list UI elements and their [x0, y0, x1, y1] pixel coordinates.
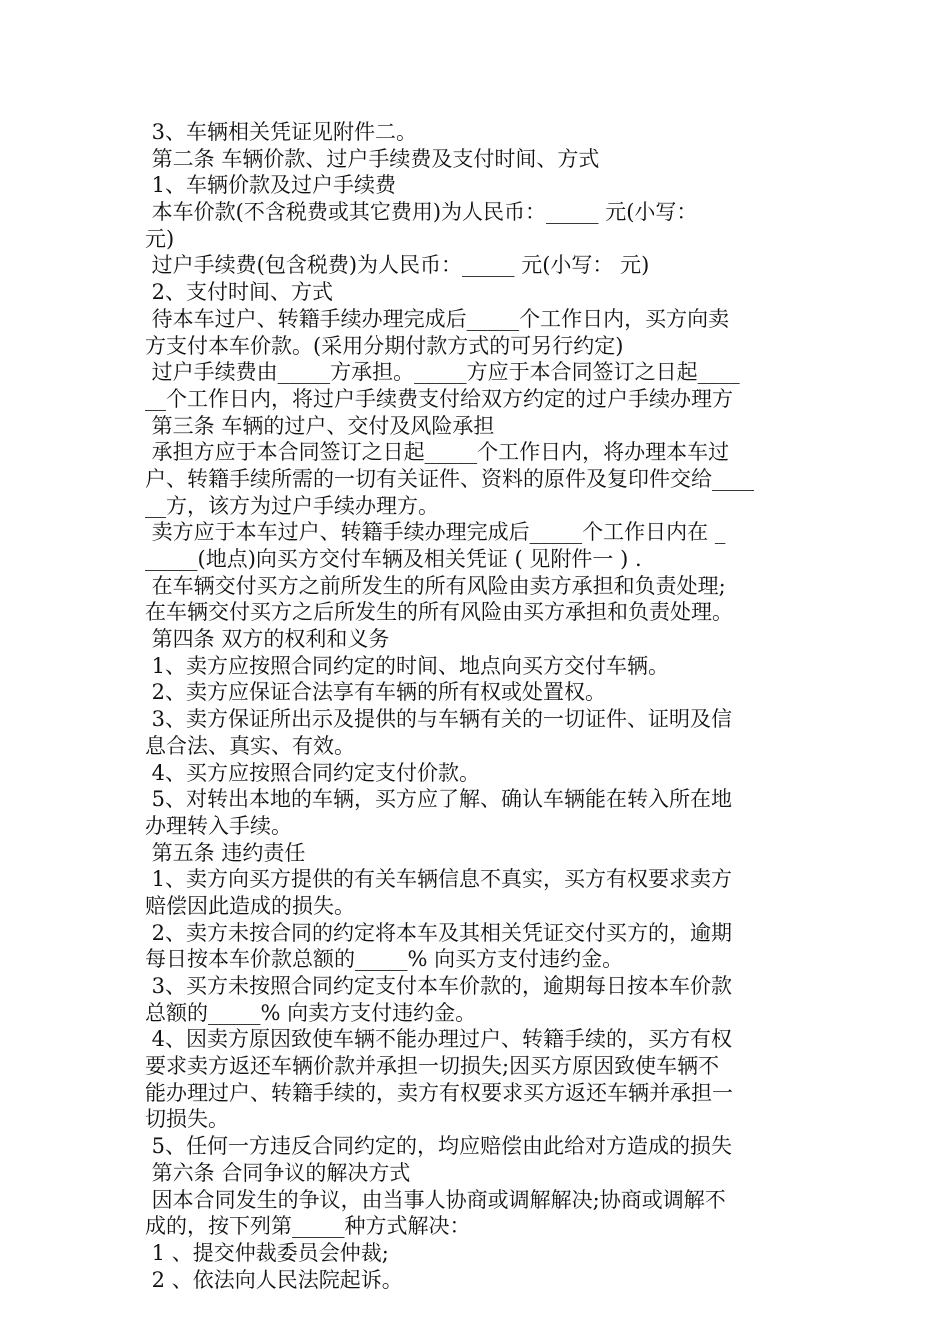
- text-line: 每日按本车价款总额的_____% 向买方支付违约金。: [145, 947, 624, 972]
- text-line: 3、买方未按照合同约定支付本车价款的，逾期每日按本车价款: [145, 974, 733, 998]
- text-line: 5、任何一方违反合同约定的，均应赔偿由此给对方造成的损失: [145, 1134, 733, 1159]
- text-line: 2 、依法向人民法院起诉。: [145, 1267, 403, 1292]
- text-line: 在车辆交付买方之后所发生的所有风险由买方承担和负责处理。: [145, 600, 733, 625]
- text-line: 1、卖方应按照合同约定的时间、地点向买方交付车辆。: [145, 653, 670, 678]
- text-line: 承担方应于本合同签订之日起_____个工作日内，将办理本车过: [145, 440, 730, 465]
- text-line: _____(地点)向买方交付车辆及相关凭证 ( 见附件一 ) .: [145, 547, 642, 571]
- section-heading: 第四条 双方的权利和义务: [145, 627, 390, 652]
- text-line: 总额的_____% 向卖方支付违约金。: [145, 1000, 477, 1025]
- text-line: 1、卖方向买方提供的有关车辆信息不真实，买方有权要求卖方: [145, 867, 733, 892]
- contract-document: [145, 119, 810, 1293]
- text-line: 能办理过户、转籍手续的，卖方有权要求买方返还车辆并承担一: [145, 1080, 733, 1105]
- text-line: 过户手续费由_____方承担。_____方应于本合同签订之日起____: [145, 360, 740, 385]
- text-line: 切损失。: [145, 1107, 229, 1132]
- section-heading: 第三条 车辆的过户、交付及风险承担: [145, 413, 495, 438]
- text-line: 3、车辆相关凭证见附件二。: [145, 120, 418, 144]
- text-line: 方支付本车价款。(采用分期付款方式的可另行约定): [145, 333, 624, 358]
- section-heading: 第六条 合同争议的解决方式: [145, 1160, 411, 1185]
- text-line: 卖方应于本车过户、转籍手续办理完成后_____个工作日内在 _: [145, 520, 726, 545]
- text-line: 5、对转出本地的车辆，买方应了解、确认车辆能在转入所在地: [145, 787, 733, 812]
- text-line: 4、买方应按照合同约定支付价款。: [145, 760, 481, 785]
- text-line: 4、因卖方原因致使车辆不能办理过户、转籍手续的，买方有权: [145, 1027, 733, 1052]
- text-line: 2、支付时间、方式: [145, 280, 334, 305]
- text-line: 息合法、真实、有效。: [145, 733, 355, 758]
- text-line: 在车辆交付买方之前所发生的所有风险由卖方承担和负责处理;: [145, 573, 726, 598]
- text-line: 1、车辆价款及过户手续费: [145, 173, 397, 198]
- text-line: 办理转入手续。: [145, 813, 292, 838]
- text-line: 1 、提交仲裁委员会仲裁;: [145, 1240, 389, 1265]
- text-line: __方，该方为过户手续办理方。: [145, 493, 439, 518]
- text-line: 元): [145, 226, 175, 251]
- text-line: 3、卖方保证所出示及提供的与车辆有关的一切证件、证明及信: [145, 707, 733, 732]
- text-line: 2、卖方未按合同的约定将本车及其相关凭证交付买方的，逾期: [145, 920, 733, 945]
- text-line: 待本车过户、转籍手续办理完成后_____个工作日内，买方向卖: [145, 306, 730, 331]
- section-heading: 第五条 违约责任: [145, 840, 306, 865]
- text-line: 要求卖方返还车辆价款并承担一切损失;因买方原因致使车辆不: [145, 1054, 720, 1079]
- text-line: 成的，按下列第_____种方式解决：: [145, 1214, 471, 1239]
- text-line: 本车价款(不含税费或其它费用)为人民币：_____ 元(小写：: [145, 200, 698, 225]
- text-line: __个工作日内，将过户手续费支付给双方约定的过户手续办理方: [145, 386, 733, 411]
- text-line: 赔偿因此造成的损失。: [145, 893, 355, 918]
- section-heading: 第二条 车辆价款、过户手续费及支付时间、方式: [145, 146, 600, 171]
- text-line: 户、转籍手续所需的一切有关证件、资料的原件及复印件交给____: [145, 466, 754, 491]
- text-line: 过户手续费(包含税费)为人民币：_____ 元(小写： 元): [145, 253, 650, 278]
- text-line: 2、卖方应保证合法享有车辆的所有权或处置权。: [145, 680, 607, 705]
- text-line: 因本合同发生的争议，由当事人协商或调解解决;协商或调解不: [145, 1187, 726, 1212]
